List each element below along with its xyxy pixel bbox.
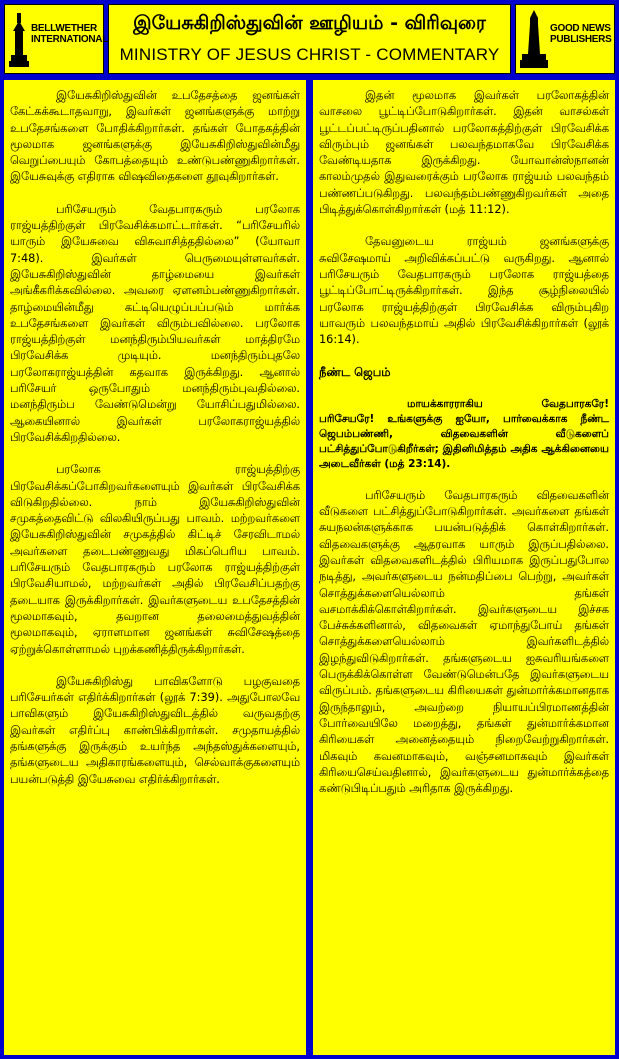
- title-banner: [108, 4, 511, 74]
- scripture-quote: மாயக்காரராகிய வேதபாரகரே! பரிசேயரே! உங்களுக்கு ஐயோ, பார்வைக்காக நீண்ட ஜெபம்பண்ணி, விதவைகளின் வீடுகளைப் பட்சித்துப்போடுகிறீர்கள்; இதினிமித்தம் அதிக ஆக்கினையை அடைவீர்கள் (மத் 23:14).: [319, 397, 609, 470]
- paragraph: தேவனுடைய ராஜ்யம் ஜனங்களுக்கு சுவிசேஷமாய் அறிவிக்கப்பட்டு வருகிறது. ஆனால் பரிசேயரும் வேதபாரகரும் பரலோக ராஜ்யத்தை பூட்டிப்போட்டிருக்கிறார்கள். இந்த சூழ்நிலையில் பரலோக ராஜ்யத்திற்குள் பிரவேசிக்க விரும்புகிற யாவரும் பலவந்தமாய் அதில் பிரவேசிக்கிறார்கள் (லூக் 16:14).: [319, 235, 609, 347]
- paragraph: இயேசுகிறிஸ்து பாவிகளோடு பழகுவதை பரிசேயர்கள் எதிர்க்கிறார்கள் (லூக் 7:39). அதுபோலவே பாவிகளும் இயேசுகிறிஸ்துவிடத்தில் வருவதற்கு இவர்கள் எதிர்ப்பு காண்பிக்கிறார்கள். சமுதாயத்தில் தங்களுக்கு இருக்கும் உயர்ந்த அந்தஸ்துக்களையும், தங்களுடைய அதிகாரங்களையும், செல்வாக்குகளையும் பயன்படுத்தி இயேசுவை எதிர்க்கிறார்கள்.: [10, 674, 300, 786]
- page-title-tamil: இயேசுகிறிஸ்துவின் ஊழியம் - விரிவுரை: [133, 12, 486, 34]
- lighthouse-icon: [520, 10, 548, 70]
- bellwether-logo: [4, 4, 109, 74]
- bellwether-logo-text: BELLWETHER INTERNATIONAL: [31, 23, 109, 45]
- paragraph: பரிசேயரும் வேதபாரகரும் பரலோக ராஜ்யத்திற்குள் பிரவேசிக்கமாட்டார்கள். “பரிசேயரில் யாரும் இயேசுவை விசுவாசித்ததில்லை” (யோவா 7:48). இவர்கள் பெருமையுள்ளவர்கள். இயேசுகிறிஸ்துவின் தாழ்மையை இவர்கள் அங்கீகரிக்கவில்லை. அவரை ஏளனம்பண்ணுகிறார்கள். தாழ்மையின்மீது கட்டியெழுப்பப்படும் மார்க்க உபதேசங்களை இவர்கள் விரும்பவில்லை. பரலோக ராஜ்யத்திற்குள் மனந்திரும்பியவர்கள் மாத்திரமே பிரவேசிக்க முடியும். மனந்திரும்புதலே பரலோகராஜ்யத்தின் கதவாக இருக்கிறது. ஆனால் பரிசேயர் ஒருபோதும் மனந்திரும்புவதில்லை. மனந்திரும்ப வேண்டுமென்று யோசிப்பதுமில்லை. ஆகையினால் இவர்கள் பரலோகராஜ்யத்தில் பிரவேசிக்கிறதில்லை.: [10, 202, 300, 444]
- tower-icon: [8, 11, 30, 69]
- paragraph: பரிசேயரும் வேதபாரகரும் விதவைகளின் வீடுகளை பட்சித்துப்போடுகிறார்கள். அவர்களை தங்கள் சுயநலன்களுக்காக பயன்படுத்திக் கொள்கிறார்கள். விதவைகளுக்கு ஆதரவாக யாரும் இருப்பதில்லை. இவர்கள் விதவைகளிடத்தில் பிரியமாக இருப்பதுபோல நடித்து, அவர்களுடைய நன்மதிப்பை பெற்று, அவர்கள் சொத்துக்களையெல்லாம் தங்கள் வசமாக்கிக்கொள்கிறார்கள். இவர்களுடைய இச்சக பேச்சுக்களினால், விதவைகள் ஏமாந்துபோய் தங்கள் சொத்துக்களையெல்லாம் இவர்களிடத்தில் இழந்துவிடுகிறார்கள். தங்களுடைய ஐசுவரியங்களை பெருக்கிக்கொள்ள வேண்டுமென்பதே இவர்களுடைய விருப்பம். தங்களுடைய கிரியைகள் துன்மார்க்கமானதாக இருந்தாலும், அவற்றை நியாயப்பிரமாணத்தின் போர்வையிலே மறைத்து, தங்கள் துன்மார்க்கமான கிரியைகள் அனைத்தையும் நிறைவேற்றுகிறார்கள். மிகவும் கவனமாகவும், வஞ்சனமாகவும் இவர்கள் கிரியைசெய்வதினால், இவர்களுடைய துன்மார்க்கத்தை கண்டுபிடிப்பதும் அரிதாக இருக்கிறது.: [319, 488, 609, 796]
- good-news-logo: [515, 4, 615, 74]
- paragraph: பரலோக ராஜ்யத்திற்கு பிரவேசிக்கப்போகிறவர்களையும் இவர்கள் பிரவேசிக்க விடுகிறதில்லை. நாம் இயேசுகிறிஸ்துவின் சமுகத்தைவிட்டு விலகியிருப்பது பாவம். மற்றவர்களை இயேசுகிறிஸ்துவின் சமுகத்தில் கிட்டிச் சேரவிடாமல் அவர்களை தடைபண்ணுவது மிகப்பெரிய பாவம். பரிசேயரும் வேதபாரகரும் பரலோக ராஜ்யத்திற்குள் பிரவேசியாமல், மற்றவர்கள் அதில் பிரவேசிப்பதற்கு தடையாக இருக்கிறார்கள். இவர்களுடைய உபதேசத்தின் மூலமாகவும், தவறான தலைமைத்துவத்தின் மூலமாகவும், ஏராளமான ஜனங்கள் சுவிசேஷத்தை ஏற்றுக்கொள்ளாமல் புறக்கணித்திருக்கிறார்கள்.: [10, 463, 300, 656]
- page-title-english: MINISTRY OF JESUS CHRIST - COMMENTARY: [119, 45, 500, 64]
- right-column: [313, 80, 615, 1055]
- page-header: [0, 0, 619, 78]
- good-news-logo-text: GOOD NEWS PUBLISHERS: [550, 23, 612, 45]
- paragraph: இயேசுகிறிஸ்துவின் உபதேசத்தை ஜனங்கள் கேட்கக்கூடாதவாறு, இவர்கள் ஜனங்களுக்கு மாற்று உபதேசங்களை போதிக்கிறார்கள். தங்கள் போதகத்தின் மூலமாக ஜனங்களுக்கு இயேசுகிறிஸ்துவின்மீது வெறுப்பையும் கோபத்தையும் உண்டுபண்ணுகிறார்கள். இயேசுவுக்கு எதிராக விஷவிதைகளை தூவுகிறார்கள்.: [10, 89, 300, 184]
- section-heading: நீண்ட ஜெபம்: [319, 365, 391, 380]
- left-column: [4, 80, 306, 1055]
- paragraph: இதன் மூலமாக இவர்கள் பரலோகத்தின் வாசலை பூட்டிப்போடுகிறார்கள். இதன் வாசல்கள் பூட்டப்பட்டிருப்பதினால் பரலோகத்திற்குள் பிரவேசிக்க விரும்பும் ஜனங்கள் பலவந்தமாகவே பிரவேசிக்க வேண்டியதாக இருக்கிறது. யோவான்ஸ்நானன் காலம்முதல் இதுவரைக்கும் பரலோக ராஜ்யம் பலவந்தம் பண்ணப்படுகிறது. பலவந்தம்பண்ணுகிறவர்கள் அதை பிடித்துக்கொள்கிறார்கள் (மத் 11:12).: [319, 89, 609, 217]
